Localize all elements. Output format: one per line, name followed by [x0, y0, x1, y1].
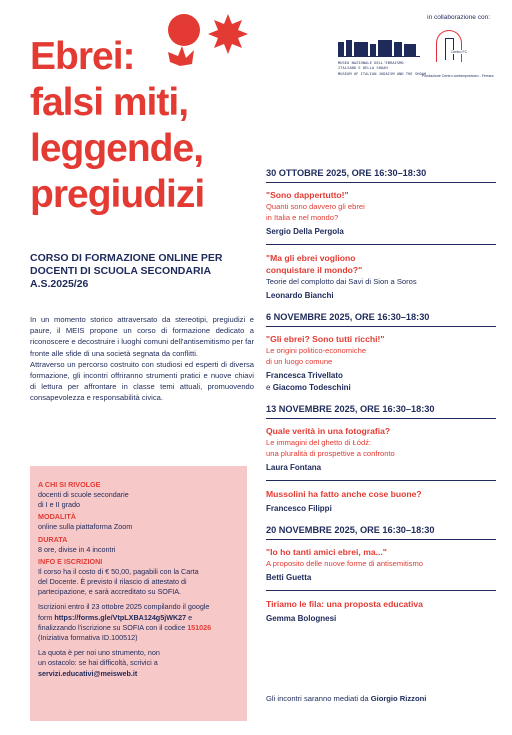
intro-paragraph: In un momento storico attraversato da stereotipi, pregiudizi e paure, il MEIS propone un corso di formazione dedicato a riconoscere e decostruire i luoghi comuni dell'antisemitismo per far fronte alle sfide di una società segnata da conflitti.: [30, 315, 254, 358]
event-speaker: Sergio Della Pergola: [266, 227, 344, 236]
sofia-code: 151026: [187, 622, 212, 632]
session-date: 13 NOVEMBRE 2025, ORE 16:30–18:30: [266, 404, 496, 419]
event-title: "Sono dappertutto!": [266, 190, 349, 200]
registration-text: del Docente. È previsto il rilascio di attestato di: [38, 577, 187, 587]
duration-heading: DURATA: [38, 534, 68, 544]
event-title: conquistare il mondo?": [266, 265, 363, 275]
course-line: CORSO DI FORMAZIONE ONLINE PER: [30, 252, 223, 264]
event-speaker: e Giacomo Todeschini: [266, 383, 351, 392]
event-speaker: Betti Guetta: [266, 573, 312, 582]
event-subtitle: Quanti sono davvero gli ebrei: [266, 202, 365, 211]
event-subtitle: una pluralità di prospettive a confronto: [266, 449, 395, 458]
centro-fc-logo[interactable]: [422, 30, 494, 82]
quota-text: La quota è per noi uno strumento, non: [38, 648, 160, 658]
event-title: "Io ho tanti amici ebrei, ma...": [266, 547, 387, 557]
intro-paragraph: Attraverso un percorso costruito con studiosi ed esperti di diversa formazione, gli incontri offriranno strumenti pratici e nuove chiavi di lettura per affrontare in classe temi attuali, promuovendo consapevolezza e responsabilità civica.: [30, 359, 254, 403]
meis-logo[interactable]: [338, 40, 427, 80]
event-subtitle: Teorie del complotto dai Savi di Sion a Soros: [266, 277, 417, 286]
title-line: Ebrei:: [30, 35, 135, 78]
info-box: [30, 466, 247, 721]
arch-emblem-icon: [436, 30, 462, 62]
registration-code-line: [38, 623, 239, 633]
registration-form-line: [38, 613, 239, 623]
registration-heading: INFO E ISCRIZIONI: [38, 556, 103, 566]
registration-text: form: [38, 612, 55, 622]
event-speaker: Francesca Trivellato: [266, 371, 343, 380]
audience-text: docenti di scuole secondarie: [38, 490, 129, 499]
event-subtitle: di un luogo comune: [266, 357, 333, 366]
meis-logo-line: MUSEUM OF ITALIAN JUDAISM AND THE SHOAH: [338, 72, 427, 76]
centro-fc-name: Fondazione Centro contemporaneo - Ferrara: [422, 74, 494, 78]
event-subtitle: A proposito delle nuove forme di antisemitismo: [266, 559, 424, 568]
contact-email-link[interactable]: servizi.educativi@meisweb.it: [38, 668, 138, 678]
event-speaker: Leonardo Bianchi: [266, 291, 334, 300]
mode-heading: MODALITÀ: [38, 512, 76, 522]
mode-text: online sulla piattaforma Zoom: [38, 522, 133, 532]
quota-text: un ostacolo: se hai difficoltà, scrivici a: [38, 658, 158, 668]
registration-text: Iscrizioni entro il 23 ottobre 2025 compilando il google: [38, 602, 210, 612]
registration-text: finalizzando l'iscrizione su SOFIA con il codice: [38, 622, 188, 632]
event-title: Tiriamo le fila: una proposta educativa: [266, 599, 423, 609]
collab-label: in collaborazione con:: [427, 14, 490, 21]
course-heading: [30, 252, 260, 291]
registration-form-link[interactable]: https://forms.gle/VtpLXBA124g5jWK27: [54, 612, 187, 622]
event-title: "Ma gli ebrei vogliono: [266, 253, 356, 263]
duration-text: 8 ore, divise in 4 incontri: [38, 544, 116, 554]
intro-text: [30, 314, 254, 404]
event-speaker: Francesco Filippi: [266, 504, 332, 513]
event-subtitle: in Italia e nel mondo?: [266, 213, 339, 222]
schedule: [266, 168, 496, 625]
course-line: A.S.2025/26: [30, 278, 89, 290]
event-speaker: Gemma Bolognesi: [266, 614, 337, 623]
audience-text: di I e II grado: [38, 500, 80, 510]
title-line: falsi miti,: [30, 81, 189, 124]
title-line: leggende,: [30, 127, 204, 170]
course-line: DOCENTI DI SCUOLA SECONDARIA: [30, 265, 212, 277]
event-title: "Gli ebrei? Sono tutti ricchi!": [266, 334, 385, 344]
session-date: 30 OTTOBRE 2025, ORE 16:30–18:30: [266, 168, 496, 183]
registration-text: e: [186, 612, 193, 622]
session-date: 6 NOVEMBRE 2025, ORE 16:30–18:30: [266, 312, 496, 327]
registration-text: partecipazione, e sarà accreditato su SOFIA.: [38, 587, 182, 597]
event-subtitle: Le origini politico-economiche: [266, 346, 367, 355]
registration-text: Il corso ha il costo di € 50,00, pagabili con la Carta: [38, 566, 199, 576]
centro-fc-tag: Centro FC: [451, 50, 468, 54]
meis-logo-line: ITALIANO E DELLA SHOAH: [338, 66, 388, 70]
event-subtitle: Le immagini del ghetto di Łódź:: [266, 438, 372, 447]
event-title: Quale verità in una fotografia?: [266, 426, 391, 436]
meis-logo-line: MUSEO NAZIONALE DELL'EBRAISMO: [338, 61, 404, 65]
session-date: 20 NOVEMBRE 2025, ORE 16:30–18:30: [266, 525, 496, 540]
mediator-note: Gli incontri saranno mediati da Giorgio Rizzoni: [266, 694, 427, 703]
title-line: pregiudizi: [30, 173, 205, 216]
event-title: Mussolini ha fatto anche cose buone?: [266, 489, 422, 499]
registration-text: (Iniziativa formativa ID.100512): [38, 633, 138, 643]
mediator-name: Giorgio Rizzoni: [370, 694, 427, 703]
audience-heading: A CHI SI RIVOLGE: [38, 480, 101, 489]
page-title: [30, 34, 260, 218]
meis-logo-mark: [338, 40, 420, 58]
event-speaker: Laura Fontana: [266, 463, 322, 472]
